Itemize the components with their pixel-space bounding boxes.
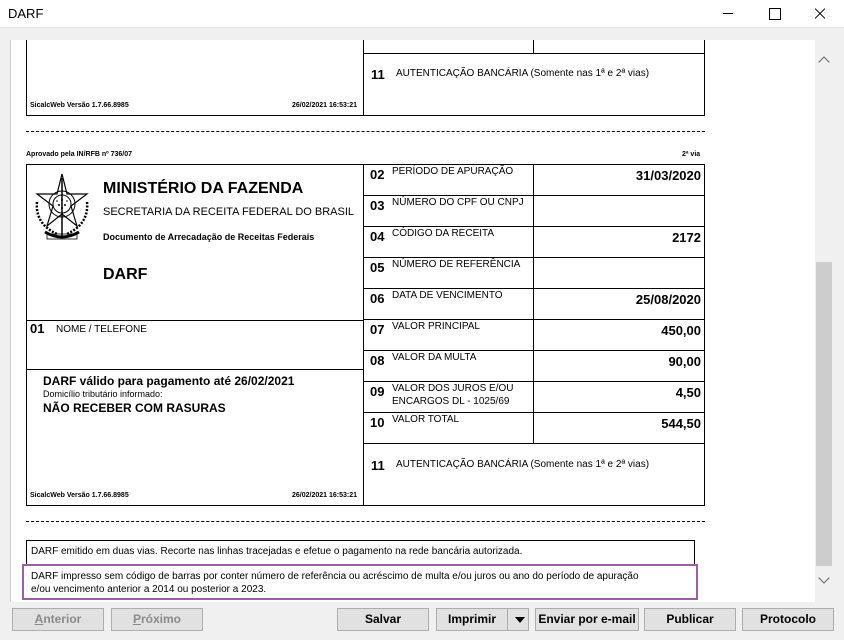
barcode-warning-line1: DARF impresso sem código de barras por conter número de referência ou acréscimo de multa e/ou juros ou ano do período de apuração [31,571,639,582]
previous-button-label: nterior [43,612,82,626]
ministry-title: MINISTÉRIO DA FAZENDA [103,180,304,197]
window-title: DARF [8,6,44,21]
next-button[interactable] [111,608,203,631]
field-label: VALOR TOTAL [392,414,460,425]
field-label: PERÍODO DE APURAÇÃO [392,166,514,177]
top-auth-number: 11 [371,67,385,82]
top-timestamp: 26/02/2021 16:53:21 [292,102,357,109]
field-label: DATA DE VENCIMENTO [392,290,503,301]
copy-text: 2ª via [682,151,701,158]
previous-button[interactable] [12,608,104,631]
field-number: 03 [370,198,385,213]
field-number: 07 [370,322,385,337]
publish-button[interactable]: Publicar [644,608,736,631]
secretariat-title: SECRETARIA DA RECEITA FEDERAL DO BRASIL [103,206,355,218]
scroll-down-icon[interactable] [815,570,833,590]
save-button[interactable]: Salvar [337,608,429,631]
approved-text: Aprovado pela IN/RFB nº 736/07 [26,151,133,158]
field-number: 05 [370,260,385,275]
next-button-label: róximo [141,612,182,626]
minimize-icon[interactable] [705,0,751,28]
previous-button-accesskey: A [34,612,44,626]
scroll-up-icon[interactable] [815,50,833,70]
cut-line [26,131,705,132]
field-number: 06 [370,291,385,306]
document-title: Documento de Arrecadação de Receitas Federais [103,232,315,242]
field-label-second-line: ENCARGOS DL - 1025/69 [392,396,510,407]
field-label: CÓDIGO DA RECEITA [392,228,495,239]
field-value: 4,50 [675,385,701,400]
field-label: VALOR DOS JUROS E/OU [392,383,514,394]
field-value: 544,50 [661,416,701,431]
field-label: VALOR PRINCIPAL [392,321,480,332]
field-value: 90,00 [668,354,701,369]
field-value: 450,00 [661,323,701,338]
domicile-text: Domicílio tributário informado: [43,389,163,399]
field-number: 04 [370,229,385,244]
print-button[interactable]: Imprimir [436,608,508,631]
scroll-thumb[interactable] [816,262,832,566]
field-value: 31/03/2020 [635,168,701,183]
notice-text: DARF emitido em duas vias. Recorte nas linhas tracejadas e efetue o pagamento na rede bancária autorizada. [31,546,523,557]
top-version: SicalcWeb Versão 1.7.66.8985 [30,102,129,109]
cut-line [26,521,705,522]
top-auth-label: AUTENTICAÇÃO BANCÁRIA (Somente nas 1ª e 2ª vias) [396,68,650,79]
print-dropdown-icon[interactable] [507,608,529,631]
barcode-warning-line2: e/ou vencimento anterior a 2014 ou posterior a 2023. [31,584,267,595]
maximize-icon[interactable] [751,0,797,28]
no-erasures-text: NÃO RECEBER COM RASURAS [43,401,226,415]
valid-until-text: DARF válido para pagamento até 26/02/2021 [43,374,295,388]
field-value: 2172 [672,230,701,245]
field-label: NÚMERO DE REFERÊNCIA [392,259,521,270]
auth-number: 11 [371,458,385,473]
next-button-accesskey: P [132,612,141,626]
field-value: 25/08/2020 [635,292,701,307]
field-number: 10 [370,415,385,430]
field-number: 02 [370,167,385,182]
form-timestamp: 26/02/2021 16:53:21 [292,492,357,499]
field-label: VALOR DA MULTA [392,352,477,363]
document-viewport [10,40,815,602]
name-field-number: 01 [30,321,45,336]
auth-label: AUTENTICAÇÃO BANCÁRIA (Somente nas 1ª e 2ª vias) [396,459,650,470]
close-icon[interactable] [797,0,843,28]
brazil-coat-of-arms-icon [31,172,93,248]
title-bar [0,0,844,28]
field-number: 09 [370,384,385,399]
form-version: SicalcWeb Versão 1.7.66.8985 [30,492,129,499]
vertical-scrollbar[interactable] [815,40,833,602]
field-number: 08 [370,353,385,368]
send-email-button[interactable]: Enviar por e-mail [535,608,639,631]
name-field-label: NOME / TELEFONE [56,324,147,335]
field-label: NÚMERO DO CPF OU CNPJ [392,197,524,208]
protocol-button[interactable]: Protocolo [742,608,834,631]
darf-title: DARF [103,266,148,283]
